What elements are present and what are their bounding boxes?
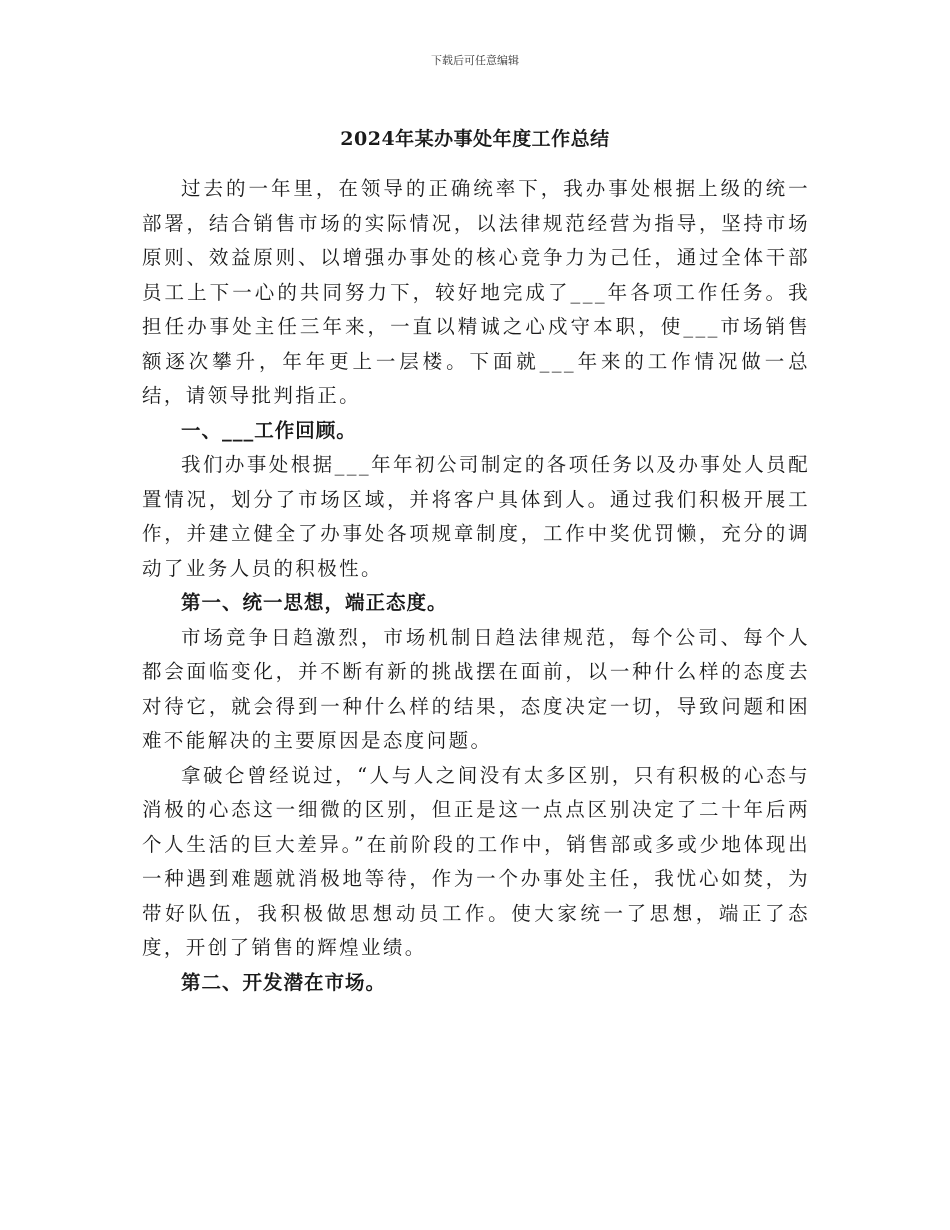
document-title: 2024年某办事处年度工作总结: [340, 128, 610, 150]
competition-paragraph: 市场竞争日趋激烈，市场机制日趋法律规范，每个公司、每个人都会面临变化，并不断有新的挑战摆在面前，以一种什么样的态度去对待它，就会得到一种什么样的结果，态度决定一切，导致问题和困难不能解决的主要原因是态度问题。: [142, 625, 810, 752]
review-paragraph: 我们办事处根据___年年初公司制定的各项任务以及办事处人员配置情况，划分了市场区域，并将客户具体到人。通过我们积极开展工作，并建立健全了办事处各项规章制度，工作中奖优罚懒，充分的调动了业务人员的积极性。: [142, 453, 810, 580]
document-body: [142, 172, 810, 1000]
napoleon-quote-paragraph: 拿破仑曾经说过，“人与人之间没有太多区别，只有积极的心态与消极的心态这一细微的区别，但正是这一点点区别决定了二十年后两个人生活的巨大差异。”在前阶段的工作中，销售部或多或少地体现出一种遇到难题就消极地等待，作为一个办事处主任，我忧心如焚，为带好队伍，我积极做思想动员工作。使大家统一了思想，端正了态度，开创了销售的辉煌业绩。: [142, 763, 810, 959]
subheading-develop-market: 第二、开发潜在市场。: [181, 970, 387, 994]
subheading-unify-thinking: 第一、统一思想，端正态度。: [181, 591, 448, 614]
intro-paragraph: 过去的一年里，在领导的正确统率下，我办事处根据上级的统一部署，结合销售市场的实际情况，以法律规范经营为指导，坚持市场原则、效益原则、以增强办事处的核心竞争力为己任，通过全体干部员工上下一心的共同努力下，较好地完成了___年各项工作任务。我担任办事处主任三年来，一直以精诚之心戍守本职，使___市场销售额逐次攀升，年年更上一层楼。下面就___年来的工作情况做一总结，请领导批判指正。: [142, 177, 810, 407]
header-note: 下载后可任意编辑: [431, 54, 519, 67]
section-heading-review: 一、___工作回顾。: [181, 418, 357, 442]
